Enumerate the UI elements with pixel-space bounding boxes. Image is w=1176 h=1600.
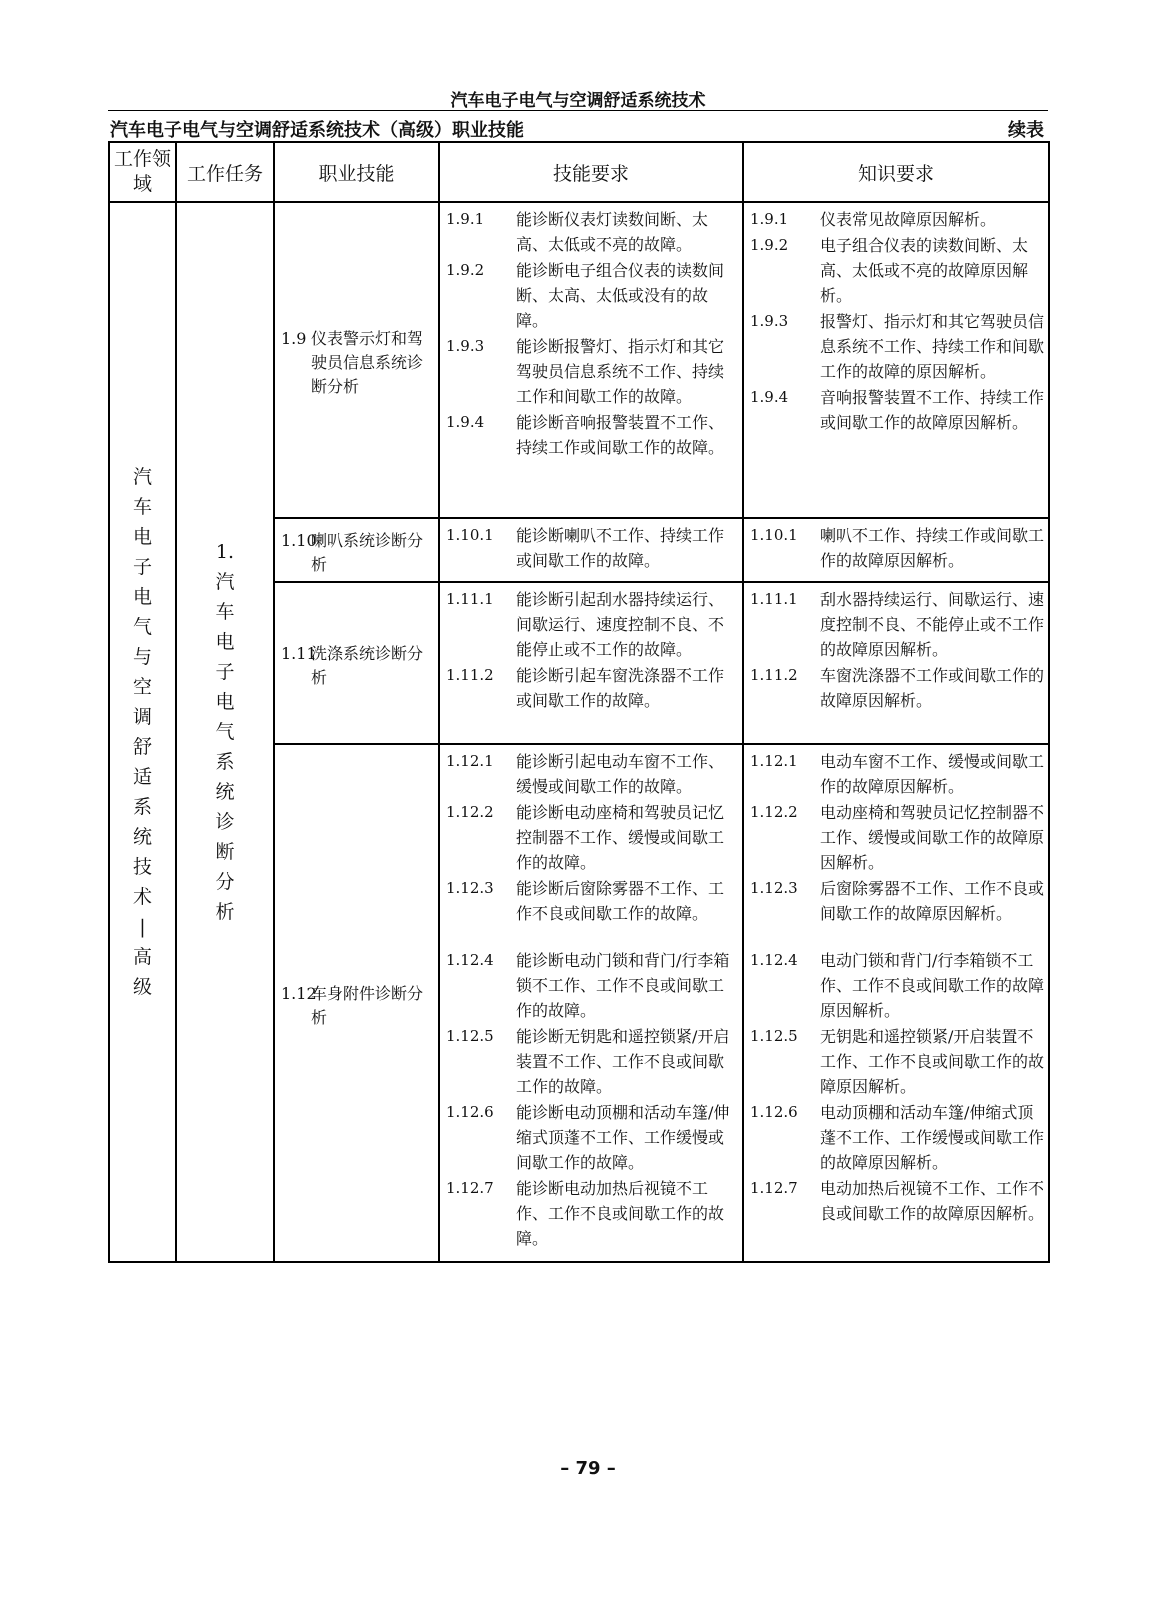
- list-item: [750, 663, 1044, 713]
- continued-label: 续表: [1008, 120, 1044, 141]
- list-item: [446, 1176, 738, 1251]
- list-item: [446, 749, 738, 799]
- item-text: 能诊断引起车窗洗涤器不工作或间歇工作的故障。: [516, 666, 725, 710]
- item-text: 能诊断电动座椅和驾驶员记忆控制器不工作、缓慢或间歇工作的故障。: [516, 803, 725, 872]
- list-item: [446, 410, 738, 460]
- item-number: 1.9.1: [750, 210, 789, 228]
- header-skill-requirements: 技能要求: [439, 142, 743, 202]
- item-text: 能诊断电动门锁和背门/行李箱锁不工作、工作不良或间歇工作的故障。: [516, 951, 730, 1020]
- skill-number: 1.10: [281, 531, 317, 550]
- work-domain-char: 电: [132, 526, 152, 548]
- list-item: [750, 876, 1044, 926]
- item-number: 1.12.2: [446, 803, 494, 821]
- item-number: 1.12.7: [446, 1179, 494, 1197]
- item-text: 电动顶棚和活动车篷/伸缩式顶蓬不工作、工作缓慢或间歇工作的故障原因解析。: [820, 1103, 1045, 1172]
- header-knowledge-requirements: 知识要求: [743, 142, 1049, 202]
- work-domain-char: 术: [132, 886, 152, 908]
- skill-requirements-cell: [439, 202, 743, 518]
- work-domain-cell: [109, 202, 176, 1262]
- list-item: [750, 587, 1044, 662]
- skill-requirements-cell: [439, 582, 743, 744]
- item-number: 1.11.1: [446, 590, 494, 608]
- header-work-task: 工作任务: [176, 142, 274, 202]
- list-item: [446, 523, 738, 573]
- item-number: 1.12.7: [750, 1179, 798, 1197]
- item-text: 能诊断音响报警装置不工作、持续工作或间歇工作的故障。: [516, 413, 725, 457]
- work-domain-char: 空: [132, 676, 152, 698]
- work-task-char: 汽: [215, 571, 235, 593]
- list-item: [446, 258, 738, 333]
- item-number: 1.9.1: [446, 210, 485, 228]
- work-domain-char: 统: [132, 826, 152, 848]
- work-domain-char: 气: [132, 616, 152, 638]
- list-item: [446, 1100, 738, 1175]
- table-header-row: [109, 142, 1049, 202]
- list-item: [446, 334, 738, 409]
- item-text: 能诊断引起刮水器持续运行、间歇运行、速度控制不良、不能停止或不工作的故障。: [516, 590, 725, 659]
- list-item: [446, 1024, 738, 1099]
- item-number: 1.9.3: [750, 312, 789, 330]
- skill-number: 1.11: [281, 644, 317, 663]
- work-task-char: 电: [215, 691, 235, 713]
- work-domain-char: 汽: [132, 466, 152, 488]
- work-task-char: 系: [215, 751, 235, 773]
- work-domain-char: 高: [132, 946, 152, 968]
- work-task-char: 断: [215, 841, 235, 863]
- item-number: 1.12.4: [446, 951, 494, 969]
- work-domain-char: 适: [132, 766, 152, 788]
- item-number: 1.10.1: [750, 526, 798, 544]
- work-task-char: 分: [215, 871, 235, 893]
- knowledge-requirements-cell: [743, 518, 1049, 582]
- item-number: 1.12.1: [750, 752, 798, 770]
- skill-cell: [274, 582, 439, 744]
- item-text: 电子组合仪表的读数间断、太高、太低或不亮的故障原因解析。: [820, 236, 1029, 305]
- knowledge-requirements-cell: [743, 582, 1049, 744]
- page-number: – 79 –: [560, 1458, 616, 1479]
- item-number: 1.12.4: [750, 951, 798, 969]
- work-task-char: 子: [215, 661, 235, 683]
- list-item: [750, 1024, 1044, 1099]
- item-number: 1.12.5: [446, 1027, 494, 1045]
- skill-number: 1.9: [281, 329, 307, 348]
- item-text: 能诊断引起电动车窗不工作、缓慢或间歇工作的故障。: [516, 752, 725, 796]
- item-text: 电动车窗不工作、缓慢或间歇工作的故障原因解析。: [820, 752, 1045, 796]
- item-number: 1.12.1: [446, 752, 494, 770]
- item-number: 1.10.1: [446, 526, 494, 544]
- skill-name: 仪表警示灯和驾驶员信息系统诊断分析: [311, 329, 424, 396]
- work-task-char: 1.: [215, 541, 235, 563]
- item-text: 报警灯、指示灯和其它驾驶员信息系统不工作、持续工作和间歇工作的故障的原因解析。: [820, 312, 1045, 381]
- work-task-char: 电: [215, 631, 235, 653]
- item-number: 1.12.3: [446, 879, 494, 897]
- skill-name: 喇叭系统诊断分析: [311, 531, 424, 574]
- item-text: 电动加热后视镜不工作、工作不良或间歇工作的故障原因解析。: [820, 1179, 1045, 1223]
- work-task-char: 诊: [215, 811, 235, 833]
- item-number: 1.12.5: [750, 1027, 798, 1045]
- item-number: 1.9.2: [446, 261, 485, 279]
- work-domain-char: |: [139, 916, 146, 938]
- header-skill: 职业技能: [274, 142, 439, 202]
- work-domain-char: 与: [132, 646, 152, 668]
- item-number: 1.12.2: [750, 803, 798, 821]
- item-text: 能诊断无钥匙和遥控锁紧/开启装置不工作、工作不良或间歇工作的故障。: [516, 1027, 730, 1096]
- item-text: 后窗除雾器不工作、工作不良或间歇工作的故障原因解析。: [820, 879, 1045, 923]
- list-item: [750, 749, 1044, 799]
- list-item: [750, 1176, 1044, 1226]
- item-number: 1.11.2: [750, 666, 798, 684]
- item-text: 仪表常见故障原因解析。: [820, 210, 997, 229]
- work-domain-char: 调: [132, 706, 152, 728]
- item-number: 1.11.2: [446, 666, 494, 684]
- work-domain-char: 电: [132, 586, 152, 608]
- skill-name: 洗涤系统诊断分析: [311, 644, 424, 687]
- work-task-char: 车: [215, 601, 235, 623]
- skill-number: 1.12: [281, 984, 317, 1003]
- item-number: 1.11.1: [750, 590, 798, 608]
- list-item: [446, 948, 738, 1023]
- skill-requirements-cell: [439, 518, 743, 582]
- item-number: 1.12.3: [750, 879, 798, 897]
- skill-requirements-cell: [439, 744, 743, 1262]
- work-domain-char: 车: [132, 496, 152, 518]
- work-task-cell: [176, 202, 274, 1262]
- work-domain-char: 技: [132, 856, 152, 878]
- work-domain-char: 级: [132, 976, 152, 998]
- list-item: [446, 800, 738, 875]
- skill-name: 车身附件诊断分析: [311, 984, 424, 1027]
- item-text: 车窗洗涤器不工作或间歇工作的故障原因解析。: [820, 666, 1045, 710]
- document-title: 汽车电子电气与空调舒适系统技术（高级）职业技能: [110, 120, 524, 141]
- work-task-char: 气: [215, 721, 235, 743]
- list-item: [446, 587, 738, 662]
- item-text: 能诊断电动顶棚和活动车篷/伸缩式顶蓬不工作、工作缓慢或间歇工作的故障。: [516, 1103, 730, 1172]
- item-text: 能诊断后窗除雾器不工作、工作不良或间歇工作的故障。: [516, 879, 725, 923]
- knowledge-requirements-cell: [743, 202, 1049, 518]
- item-text: 无钥匙和遥控锁紧/开启装置不工作、工作不良或间歇工作的故障原因解析。: [820, 1027, 1045, 1096]
- list-item: [446, 876, 738, 926]
- list-item: [446, 207, 738, 257]
- skill-cell: [274, 202, 439, 518]
- item-text: 喇叭不工作、持续工作或间歇工作的故障原因解析。: [820, 526, 1045, 570]
- skill-cell: [274, 518, 439, 582]
- work-domain-char: 子: [132, 556, 152, 578]
- item-number: 1.9.4: [446, 413, 485, 431]
- list-item: [750, 800, 1044, 875]
- work-domain-char: 系: [132, 796, 152, 818]
- table-row: [109, 202, 1049, 518]
- list-item: [750, 385, 1044, 435]
- item-number: 1.9.4: [750, 388, 789, 406]
- work-task-char: 析: [215, 901, 235, 923]
- list-item: [750, 309, 1044, 384]
- item-number: 1.9.3: [446, 337, 485, 355]
- list-item: [446, 663, 738, 713]
- item-text: 电动座椅和驾驶员记忆控制器不工作、缓慢或间歇工作的故障原因解析。: [820, 803, 1045, 872]
- list-item: [750, 207, 1044, 232]
- item-text: 能诊断报警灯、指示灯和其它驾驶员信息系统不工作、持续工作和间歇工作的故障。: [516, 337, 725, 406]
- list-item: [750, 233, 1044, 308]
- item-text: 能诊断喇叭不工作、持续工作或间歇工作的故障。: [516, 526, 725, 570]
- header-work-domain: 工作领域: [109, 142, 176, 202]
- skill-cell: [274, 744, 439, 1262]
- item-number: 1.12.6: [446, 1103, 494, 1121]
- item-number: 1.12.6: [750, 1103, 798, 1121]
- list-item: [750, 523, 1044, 573]
- knowledge-requirements-cell: [743, 744, 1049, 1262]
- item-text: 能诊断电子组合仪表的读数间断、太高、太低或没有的故障。: [516, 261, 725, 330]
- list-item: [750, 948, 1044, 1023]
- item-text: 能诊断仪表灯读数间断、太高、太低或不亮的故障。: [516, 210, 709, 254]
- skills-table: [108, 141, 1050, 1263]
- header-rule: [108, 110, 1048, 111]
- item-text: 刮水器持续运行、间歇运行、速度控制不良、不能停止或不工作的故障原因解析。: [820, 590, 1045, 659]
- item-text: 能诊断电动加热后视镜不工作、工作不良或间歇工作的故障。: [516, 1179, 725, 1248]
- list-item: [750, 1100, 1044, 1175]
- running-title: 汽车电子电气与空调舒适系统技术: [450, 91, 706, 111]
- work-domain-char: 舒: [132, 736, 152, 758]
- document-title-bar: [108, 114, 1048, 140]
- item-number: 1.9.2: [750, 236, 789, 254]
- item-text: 电动门锁和背门/行李箱锁不工作、工作不良或间歇工作的故障原因解析。: [820, 951, 1045, 1020]
- work-task-char: 统: [215, 781, 235, 803]
- item-text: 音响报警装置不工作、持续工作或间歇工作的故障原因解析。: [820, 388, 1045, 432]
